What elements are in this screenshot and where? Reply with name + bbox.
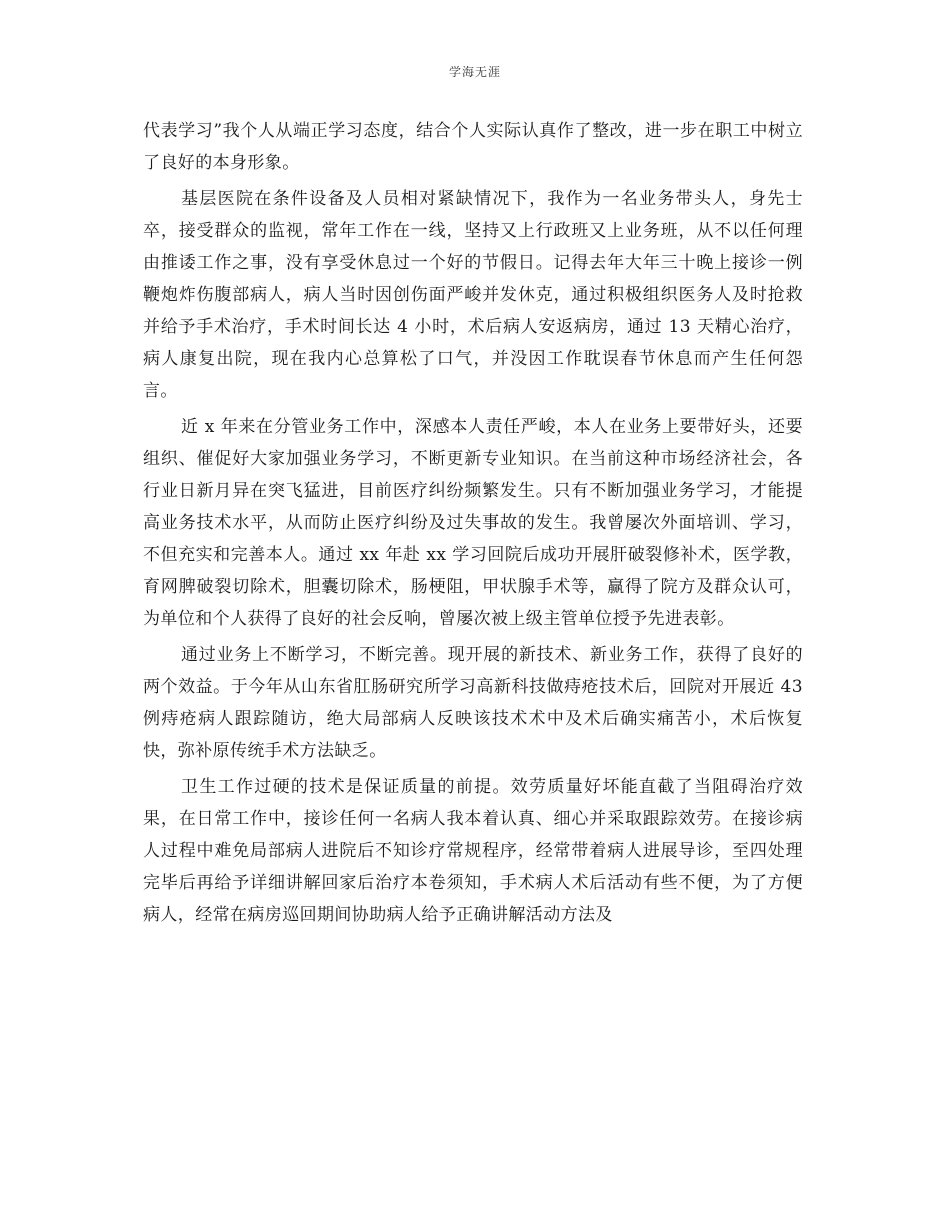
paragraph: 近 x 年来在分管业务工作中，深感本人责任严峻，本人在业务上要带好头，还要组织、催促好大家加强业务学习，不断更新专业知识。在当前这种市场经济社会，各行业日新月异在突飞猛进，目前医疗纠纷频繁发生。只有不断加强业务学习，才能提高业务技术水平，从而防止医疗纠纷及过失事故的发生。我曾屡次外面培训、学习，不但充实和完善本人。通过 xx 年赴 xx 学习回院后成功开展肝破裂修补术，医学教，育网脾破裂切除术，胆囊切除术，肠梗阻，甲状腺手术等，赢得了院方及群众认可，为单位和个人获得了良好的社会反响，曾屡次被上级主管单位授予先进表彰。 — [143, 417, 803, 629]
paragraph: 代表学习”我个人从端正学习态度，结合个人实际认真作了整改，进一步在职工中树立了良好的本身形象。 — [143, 121, 803, 173]
paragraph: 基层医院在条件设备及人员相对紧缺情况下，我作为一名业务带头人，身先士卒，接受群众的监视，常年工作在一线，坚持又上行政班又上业务班，从不以任何理由推诿工作之事，没有享受休息过一个好的节假日。记得去年大年三十晚上接诊一例鞭炮炸伤腹部病人，病人当时因创伤面严峻并发休克，通过积极组织医务人及时抢救并给予手术治疗，手术时间长达 4 小时，术后病人安返病房，通过 13 天精心治疗，病人康复出院，现在我内心总算松了口气，并没因工作耽误春节休息而产生任何怨言。 — [143, 189, 803, 401]
paragraph: 卫生工作过硬的技术是保证质量的前提。效劳质量好坏能直截了当阻碍治疗效果，在日常工作中，接诊任何一名病人我本着认真、细心并采取跟踪效劳。在接诊病人过程中难免局部病人进院后不知诊疗常规程序，经常带着病人进展导诊，至四处理完毕后再给予详细讲解回家后治疗本卷须知，手术病人术后活动有些不便，为了方便病人，经常在病房巡回期间协助病人给予正确讲解活动方法及 — [143, 777, 803, 925]
paragraph: 通过业务上不断学习，不断完善。现开展的新技术、新业务工作，获得了良好的两个效益。于今年从山东省肛肠研究所学习高新科技做痔疮技术后，回院对开展近 43 例痔疮病人跟踪随访，绝大局部病人反映该技术术中及术后确实痛苦小，术后恢复快，弥补原传统手术方法缺乏。 — [143, 645, 803, 761]
document-body — [143, 115, 803, 935]
page-header: 学海无涯 — [448, 65, 501, 79]
